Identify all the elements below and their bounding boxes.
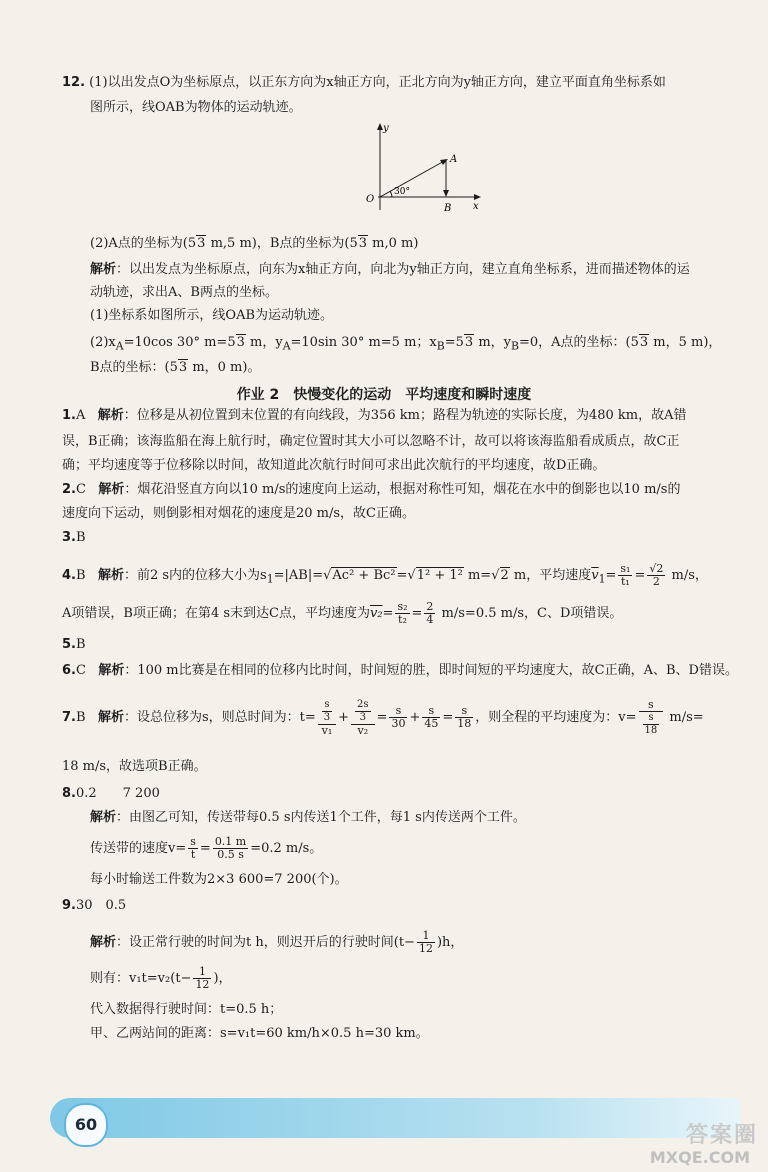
q5-line: 5.B bbox=[62, 637, 86, 652]
q12-line1: 12. (1)以出发点O为坐标原点，以正东方向为x轴正方向，正北方向为y轴正方向，建立平面直角坐标系如 bbox=[62, 75, 666, 90]
q2-line2: 速度向下运动，则倒影相对烟花的速度是20 m/s，故C正确。 bbox=[62, 506, 415, 521]
q9-line2: 则有：v₁t=v₂(t− $\frac{1}{12}$ )， bbox=[90, 965, 232, 991]
q12-analysis-line3: (1)坐标系如图所示，线OAB为运动轨迹。 bbox=[90, 308, 334, 323]
q1-line2: 误，B正确；该海监船在海上航行时，确定位置时其大小可以忽略不计，故可以将该海监船看成质点，故C正 bbox=[62, 434, 680, 449]
section-title: 作业 2 快慢变化的运动 平均速度和瞬时速度 bbox=[236, 387, 532, 403]
footer-band bbox=[50, 1098, 740, 1138]
q4-line2: A项错误，B项正确；在第4 s末到达C点，平均速度为v₂= $\frac{\text{s₂}}{\text{t₂}}$ = $\frac{2}{4}$ m/s=0.5 m/s，C、D项错误。 bbox=[62, 600, 623, 626]
analysis-label: 解析 bbox=[90, 262, 117, 277]
q8-line3: 每小时输送工件数为2×3 600=7 200(个)。 bbox=[90, 872, 348, 887]
point-a-label: A bbox=[450, 154, 458, 165]
q9-answer-line: 9.30 0.5 bbox=[62, 898, 127, 913]
q8-line2: 传送带的速度v= $\frac{s}{t}$ = $\frac{0.1 m}{0.5 s}$ =0.2 m/s。 bbox=[90, 835, 323, 861]
q12-analysis-line2: 动轨迹，求出A、B两点的坐标。 bbox=[90, 285, 278, 300]
q2-line1: 2.C 解析：烟花沿竖直方向以10 m/s的速度向上运动，根据对称性可知，烟花在水中的倒影也以10 m/s的 bbox=[62, 482, 681, 497]
watermark-logo: 答案圈 bbox=[685, 1123, 758, 1148]
q8-answer-line: 8.0.2 7 200 bbox=[62, 786, 160, 801]
q1-line1: 1.A 解析：位移是从初位置到末位置的有向线段，为356 km；路程为轨迹的实际长度，为480 km，故A错 bbox=[62, 408, 687, 423]
q6-answer: C bbox=[75, 663, 86, 678]
q6-line: 6.C 解析：100 m比赛是在相同的位移内比时间，时间短的胜，即时间短的平均速度大，故C正确，A、B、D错误。 bbox=[62, 663, 738, 678]
q5-answer: B bbox=[75, 637, 86, 652]
q8-answer: 0.2 7 200 bbox=[75, 786, 160, 801]
q7-line1: 7.B 解析：设总位移为s，则总时间为：t= $\frac{\frac{s}{3}}{\text{v₁}}$ + $\frac{\frac{2s}{3}}{\text{v₂}}$ = $\frac{s}{30}$ + $\frac{s}{45}$ = $\frac{s}{18}$ ，则全程的平均速度为：v= $\frac{s}{\frac{s}{18}}$ m/s= bbox=[62, 697, 704, 737]
q12-analysis-line4: $(2)x_A=10\cos$ 30° m=53 m，$y_A=10\sin$ 30° m=5 m；$x_B=53$ m，$y_B=0$，A点的坐标：(53 m，5 m)， bbox=[90, 335, 722, 353]
q4-answer: B bbox=[75, 568, 86, 583]
q2-answer: C bbox=[75, 482, 86, 497]
q12-part2: (2)A点的坐标为(53 m,5 m)，B点的坐标为(53 m,0 m) bbox=[90, 236, 419, 251]
angle-label: 30° bbox=[394, 187, 410, 197]
point-b-label: B bbox=[444, 203, 452, 214]
page-number: 60 bbox=[64, 1103, 108, 1147]
q7-answer: B bbox=[75, 710, 86, 725]
q3-answer: B bbox=[75, 530, 86, 545]
x-axis-label: x bbox=[473, 201, 479, 212]
q9-line1: 解析：设正常行驶的时间为t h，则迟开后的行驶时间(t− $\frac{1}{12}$ )h， bbox=[90, 929, 464, 955]
q12-number: 12. bbox=[62, 75, 86, 90]
y-axis-label: y bbox=[383, 123, 389, 134]
q9-line4: 甲、乙两站间的距离：s=v₁t=60 km/h×0.5 h=30 km。 bbox=[90, 1026, 429, 1041]
q1-answer: A bbox=[75, 408, 86, 423]
origin-label: O bbox=[366, 194, 375, 205]
coordinate-diagram bbox=[360, 120, 490, 215]
watermark-url: MXQE.COM bbox=[649, 1148, 750, 1167]
q3-line: 3.B bbox=[62, 530, 86, 545]
q9-line3: 代入数据得行驶时间：t=0.5 h； bbox=[90, 1002, 283, 1017]
q9-answer: 30 0.5 bbox=[75, 898, 127, 913]
q1-line3: 确；平均速度等于位移除以时间，故知道此次航行时间可求出此次航行的平均速度，故D正确。 bbox=[62, 458, 606, 473]
q8-line1: 解析：由图乙可知，传送带每0.5 s内传送1个工件，每1 s内传送两个工件。 bbox=[90, 810, 526, 825]
q12-analysis-line5: B点的坐标：(53 m，0 m)。 bbox=[90, 360, 261, 375]
q12-analysis-line1: 解析：以出发点为坐标原点，向东为x轴正方向，向北为y轴正方向，建立直角坐标系，进而描述物体的运 bbox=[90, 262, 690, 277]
q4-line1: 4.B 解析：前2 s内的位移大小为$s_1=|AB|=√Ac^2 + Bc^2=√1^2 + 1^2$ m=√2 m，平均速度$\overline{v}_1=$ $\frac{\text{s₁}}{\text{t₁}}$ = $\frac{√2}{2}$ m/s， bbox=[62, 562, 708, 588]
q12-line2: 图所示，线OAB为物体的运动轨迹。 bbox=[90, 100, 302, 115]
q7-line2: 18 m/s，故选项B正确。 bbox=[62, 759, 207, 774]
